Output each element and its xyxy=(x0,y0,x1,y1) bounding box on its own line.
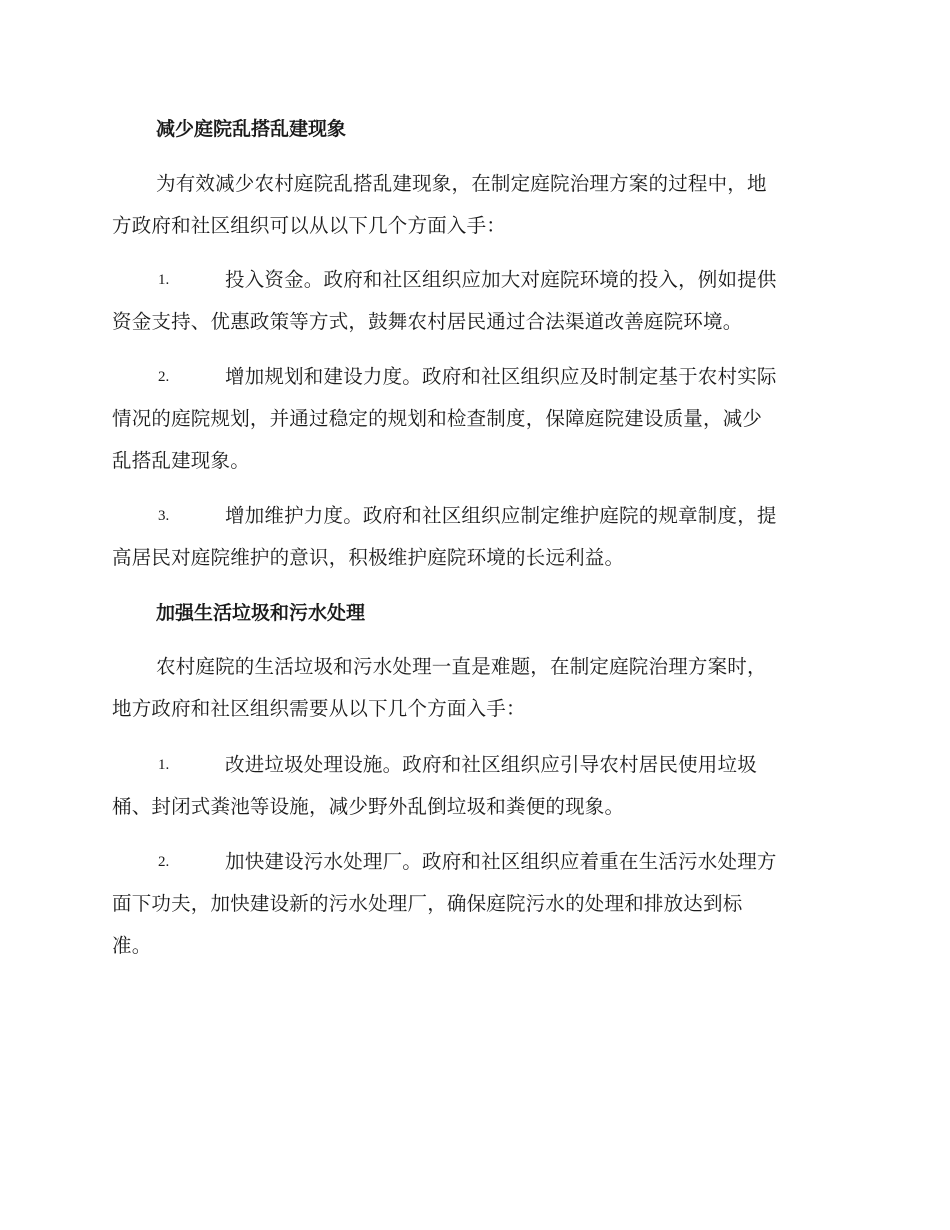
paragraph-line: 农村庭院的生活垃圾和污水处理一直是难题，在制定庭院治理方案时， xyxy=(156,655,767,678)
list-item-line: 面下功夫，加快建设新的污水处理厂，确保庭院污水的处理和排放达到标 xyxy=(112,892,743,915)
list-number: 3. xyxy=(158,508,170,524)
list-item-line: 增加规划和建设力度。政府和社区组织应及时制定基于农村实际 xyxy=(225,365,777,388)
list-item-line: 投入资金。政府和社区组织应加大对庭院环境的投入，例如提供 xyxy=(225,268,777,291)
list-number: 1. xyxy=(158,272,170,288)
list-number: 1. xyxy=(158,757,170,773)
list-number: 2. xyxy=(158,854,170,870)
list-item-line: 桶、封闭式粪池等设施，减少野外乱倒垃圾和粪便的现象。 xyxy=(112,795,625,818)
section-heading: 加强生活垃圾和污水处理 xyxy=(156,602,366,624)
list-item-line: 加快建设污水处理厂。政府和社区组织应着重在生活污水处理方 xyxy=(225,850,777,873)
paragraph-line: 地方政府和社区组织需要从以下几个方面入手： xyxy=(112,697,526,720)
list-item-line: 增加维护力度。政府和社区组织应制定维护庭院的规章制度，提 xyxy=(225,504,777,527)
list-item-line: 改进垃圾处理设施。政府和社区组织应引导农村居民使用垃圾 xyxy=(225,753,757,776)
section-heading: 减少庭院乱搭乱建现象 xyxy=(156,118,347,140)
list-item-line: 资金支持、优惠政策等方式，鼓舞农村居民通过合法渠道改善庭院环境。 xyxy=(112,310,743,333)
list-item-line: 乱搭乱建现象。 xyxy=(112,449,250,472)
list-item-line: 准。 xyxy=(112,934,152,957)
list-number: 2. xyxy=(158,369,170,385)
list-item-line: 情况的庭院规划，并通过稳定的规划和检查制度，保障庭院建设质量，减少 xyxy=(112,407,763,430)
paragraph-line: 为有效减少农村庭院乱搭乱建现象，在制定庭院治理方案的过程中，地 xyxy=(156,172,767,195)
list-item-line: 高居民对庭院维护的意识，积极维护庭院环境的长远利益。 xyxy=(112,546,625,569)
paragraph-line: 方政府和社区组织可以从以下几个方面入手： xyxy=(112,214,507,237)
